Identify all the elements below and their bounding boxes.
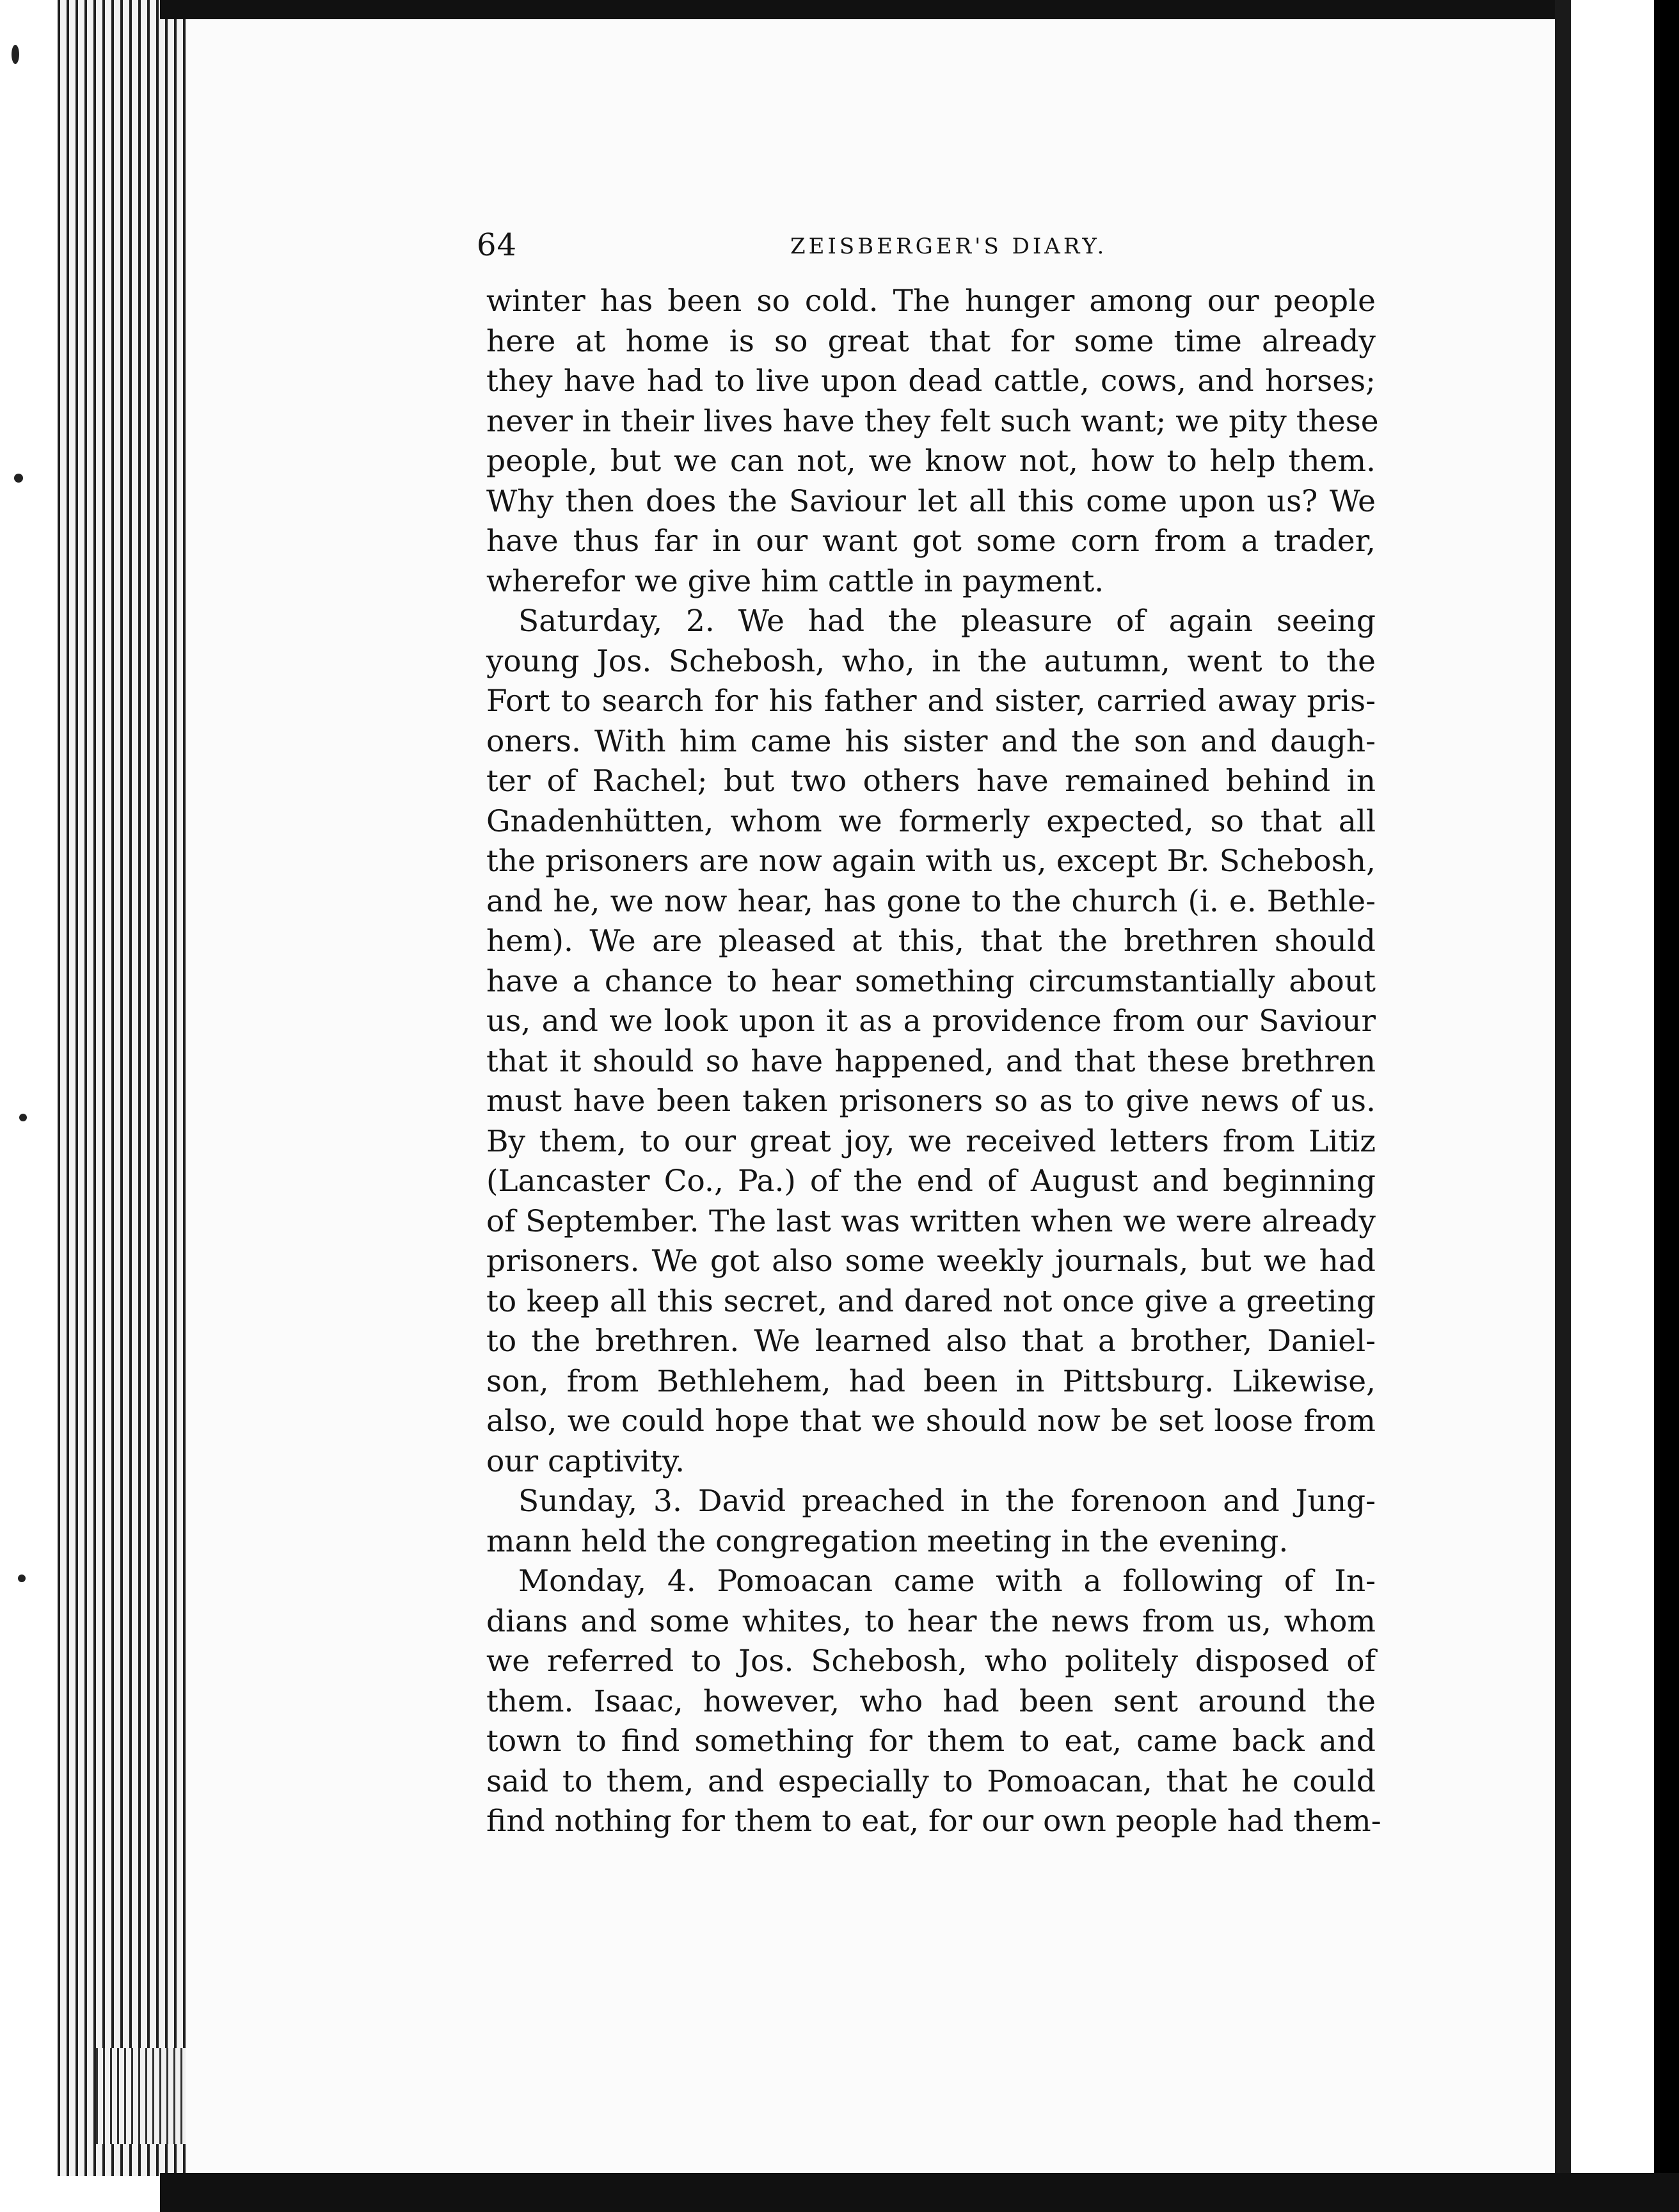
- text-line: Gnadenhütten, whom we formerly expected, so that all: [486, 803, 1376, 839]
- text-line: prisoners. We got also some weekly journals, but we had: [486, 1244, 1376, 1279]
- text-line: Sunday, 3. David preached in the forenoon and Jung-: [518, 1484, 1376, 1519]
- text-line: dians and some whites, to hear the news from us, whom: [486, 1603, 1376, 1639]
- text-line: Saturday, 2. We had the pleasure of again seeing: [518, 604, 1376, 639]
- text-line: mann held the congregation meeting in the evening.: [486, 1523, 1289, 1559]
- text-line: they have had to live upon dead cattle, cows, and horses;: [486, 364, 1376, 399]
- scan-speck: [12, 45, 19, 64]
- text-line: young Jos. Schebosh, who, in the autumn, went to the: [486, 643, 1376, 679]
- scan-top-border: [160, 0, 1625, 19]
- scan-speck: [18, 1575, 26, 1582]
- text-line: hem). We are pleased at this, that the brethren should: [486, 924, 1376, 959]
- text-line: people, but we can not, we know not, how to help them.: [486, 444, 1376, 479]
- page-stack-edges: [58, 0, 186, 2176]
- body-text: [486, 282, 1381, 1842]
- text-line: us, and we look upon it as a providence from our Saviour: [486, 1004, 1376, 1039]
- scan-right-edge: [1654, 0, 1679, 2212]
- text-line: town to find something for them to eat, came back and: [486, 1724, 1376, 1759]
- text-line: to the brethren. We learned also that a brother, Daniel-: [486, 1324, 1376, 1359]
- text-line: find nothing for them to eat, for our own people had them-: [486, 1804, 1381, 1839]
- running-head-title: ZEISBERGER'S DIARY.: [790, 234, 1108, 259]
- text-line: have thus far in our want got some corn from a trader,: [486, 524, 1376, 559]
- text-line: the prisoners are now again with us, except Br. Schebosh,: [486, 844, 1376, 879]
- scan-bottom-border: [160, 2173, 1679, 2212]
- text-line: never in their lives have they felt such want; we pity these: [486, 403, 1379, 439]
- text-line: also, we could hope that we should now be set loose from: [486, 1404, 1376, 1439]
- text-line: of September. The last was written when we were already: [486, 1203, 1376, 1239]
- text-line: said to them, and especially to Pomoacan, that he could: [486, 1763, 1376, 1799]
- running-head: [477, 227, 1373, 278]
- text-line: that it should so have happened, and that these brethren: [486, 1043, 1376, 1079]
- text-line: here at home is so great that for some time already: [486, 323, 1376, 359]
- text-line: (Lancaster Co., Pa.) of the end of August and beginning: [486, 1164, 1376, 1199]
- text-line: and he, we now hear, has gone to the church (i. e. Bethle-: [486, 883, 1376, 919]
- scan-speck: [19, 1114, 27, 1121]
- text-line: winter has been so cold. The hunger among our people: [486, 284, 1376, 319]
- text-line: ter of Rachel; but two others have remained behind in: [486, 764, 1376, 799]
- text-line: Fort to search for his father and sister, carried away pris-: [486, 684, 1376, 719]
- text-line: have a chance to hear something circumstantially about: [486, 963, 1376, 999]
- text-line: to keep all this secret, and dared not once give a greeting: [486, 1283, 1376, 1319]
- page-number: 64: [477, 227, 518, 263]
- text-line: we referred to Jos. Schebosh, who politely disposed of: [486, 1644, 1376, 1679]
- text-line: must have been taken prisoners so as to give news of us.: [486, 1084, 1376, 1119]
- text-line: Monday, 4. Pomoacan came with a following of In-: [518, 1564, 1376, 1599]
- text-line: By them, to our great joy, we received letters from Litiz: [486, 1123, 1376, 1159]
- text-line: son, from Bethlehem, had been in Pittsburg. Likewise,: [486, 1363, 1376, 1399]
- text-line: Why then does the Saviour let all this come upon us? We: [486, 483, 1376, 519]
- text-line: them. Isaac, however, who had been sent around the: [486, 1683, 1376, 1719]
- scan-right-border: [1555, 0, 1571, 2189]
- text-line: wherefor we give him cattle in payment.: [486, 563, 1104, 599]
- facing-page-edge: [1571, 0, 1654, 2176]
- text-line: oners. With him came his sister and the son and daugh-: [486, 723, 1376, 759]
- scan-speck: [14, 474, 23, 483]
- text-line: our captivity.: [486, 1443, 685, 1479]
